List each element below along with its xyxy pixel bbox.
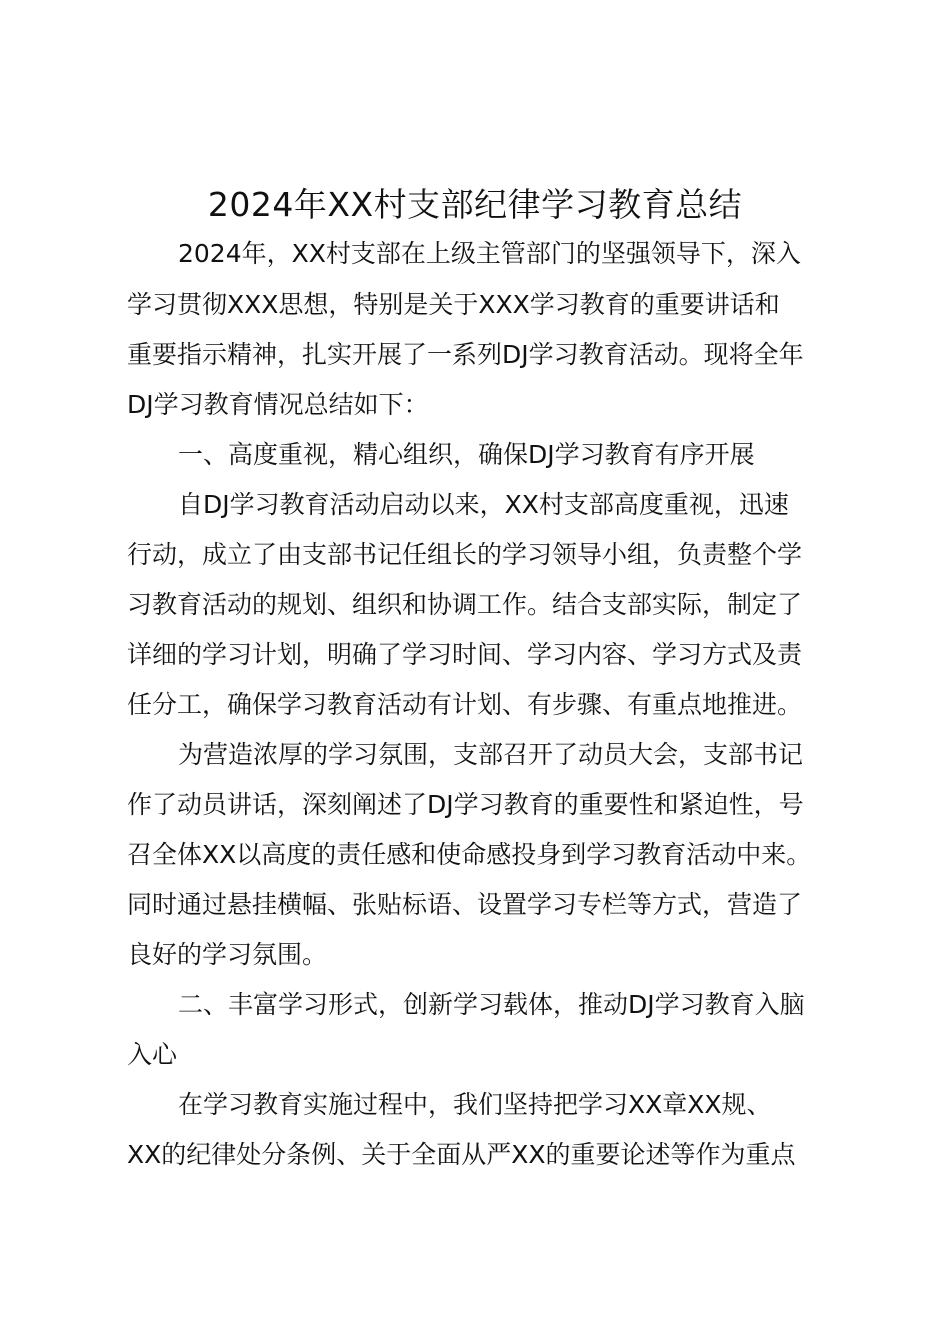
paragraph-organization-line-3: 习教育活动的规划、组织和协调工作。结合支部实际，制定了 [127, 590, 803, 619]
paragraph-atmosphere-line-4: 同时通过悬挂横幅、张贴标语、设置学习专栏等方式，营造了 [127, 890, 803, 919]
paragraph-organization-line-4: 详细的学习计划，明确了学习时间、学习内容、学习方式及责 [127, 640, 803, 669]
paragraph-intro-line-4: DJ学习教育情况总结如下： [127, 390, 429, 419]
paragraph-forms-line-2: XX的纪律处分条例、关于全面从严XX的重要论述等作为重点 [127, 1140, 796, 1169]
paragraph-intro-line-2: 学习贯彻XXX思想，特别是关于XXX学习教育的重要讲话和 [127, 290, 780, 319]
paragraph-organization-line-5: 任分工，确保学习教育活动有计划、有步骤、有重点地推进。 [127, 690, 803, 719]
paragraph-atmosphere-line-2: 作了动员讲话，深刻阐述了DJ学习教育的重要性和紧迫性，号 [127, 790, 804, 819]
paragraph-intro-line-1: 2024年，XX村支部在上级主管部门的坚强领导下，深入 [178, 239, 801, 268]
paragraph-forms-line-1: 在学习教育实施过程中，我们坚持把学习XX章XX规、 [178, 1090, 772, 1119]
document-title: 2024年XX村支部纪律学习教育总结 [207, 185, 743, 224]
paragraph-atmosphere-line-1: 为营造浓厚的学习氛围，支部召开了动员大会，支部书记 [178, 740, 804, 769]
paragraph-atmosphere-line-5: 良好的学习氛围。 [127, 940, 328, 969]
paragraph-intro-line-3: 重要指示精神，扎实开展了一系列DJ学习教育活动。现将全年 [127, 340, 804, 369]
paragraph-atmosphere-line-3: 召全体XX以高度的责任感和使命感投身到学习教育活动中来。 [127, 840, 812, 869]
section-heading-2-line-2: 入心 [127, 1040, 178, 1069]
section-heading-1: 一、高度重视，精心组织，确保DJ学习教育有序开展 [178, 440, 755, 469]
section-heading-2-line-1: 二、丰富学习形式，创新学习载体，推动DJ学习教育入脑 [178, 990, 805, 1019]
paragraph-organization-line-2: 行动，成立了由支部书记任组长的学习领导小组，负责整个学 [127, 540, 803, 569]
paragraph-organization-line-1: 自DJ学习教育活动启动以来，XX村支部高度重视，迅速 [178, 490, 789, 519]
